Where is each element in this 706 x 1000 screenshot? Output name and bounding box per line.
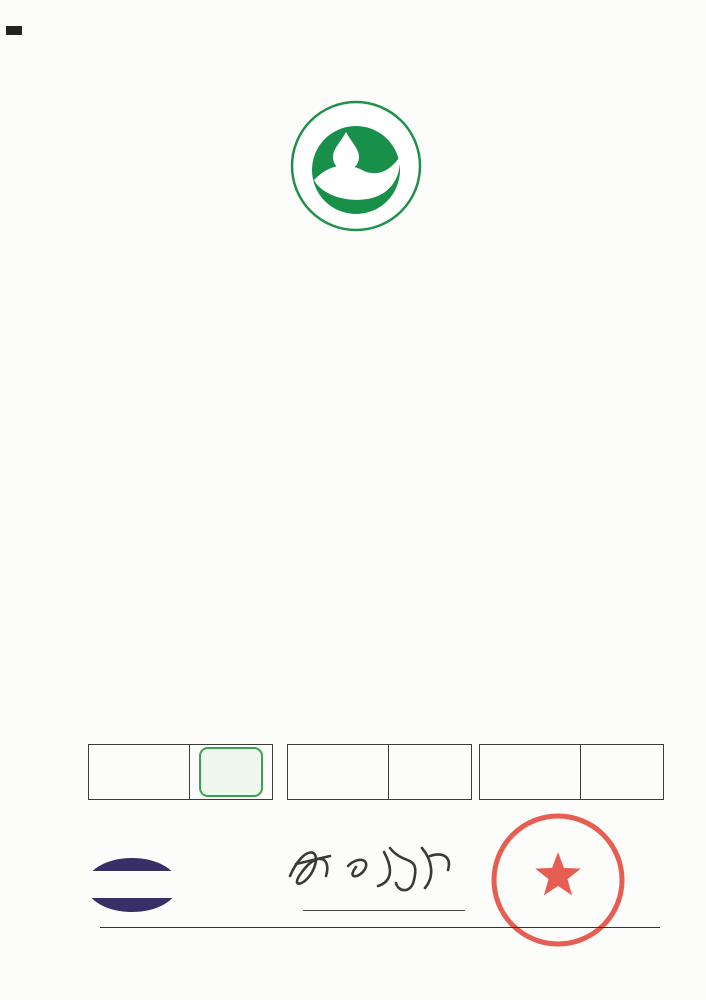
border-top-ornament: [36, 23, 670, 45]
footer-rule: [100, 927, 660, 928]
year-box-2025-2026: [287, 744, 472, 800]
year-box-2024-2025: [88, 744, 273, 800]
qr-code-issuer: [455, 80, 509, 134]
qr-code-certified-unit: [541, 79, 595, 133]
border-bottom-ornament: [36, 948, 670, 972]
field-label: [112, 316, 260, 336]
signature-line: [303, 910, 465, 911]
company-seal: [487, 808, 629, 950]
year-box-2026-2027: [479, 744, 664, 800]
year-label: [288, 745, 389, 799]
cnas-logo: [84, 856, 180, 914]
annual-sticker-2024: [199, 747, 263, 797]
sticker-cell: [190, 745, 272, 799]
certificate-fields: [112, 309, 632, 338]
year-label: [480, 745, 581, 799]
field-row-trademark: [112, 316, 632, 336]
border-right-ornament: [654, 23, 676, 972]
sticker-cell: [581, 745, 663, 799]
year-label: [89, 745, 190, 799]
seal-star-icon: [535, 852, 581, 895]
manager-signature: [272, 826, 472, 912]
scan-artifact-mark: [6, 26, 22, 35]
field-value-line: [260, 316, 632, 336]
field-value: [260, 316, 632, 336]
water-saving-certification-logo: [288, 98, 424, 234]
border-left-ornament: [36, 23, 58, 972]
sticker-cell: [389, 745, 471, 799]
